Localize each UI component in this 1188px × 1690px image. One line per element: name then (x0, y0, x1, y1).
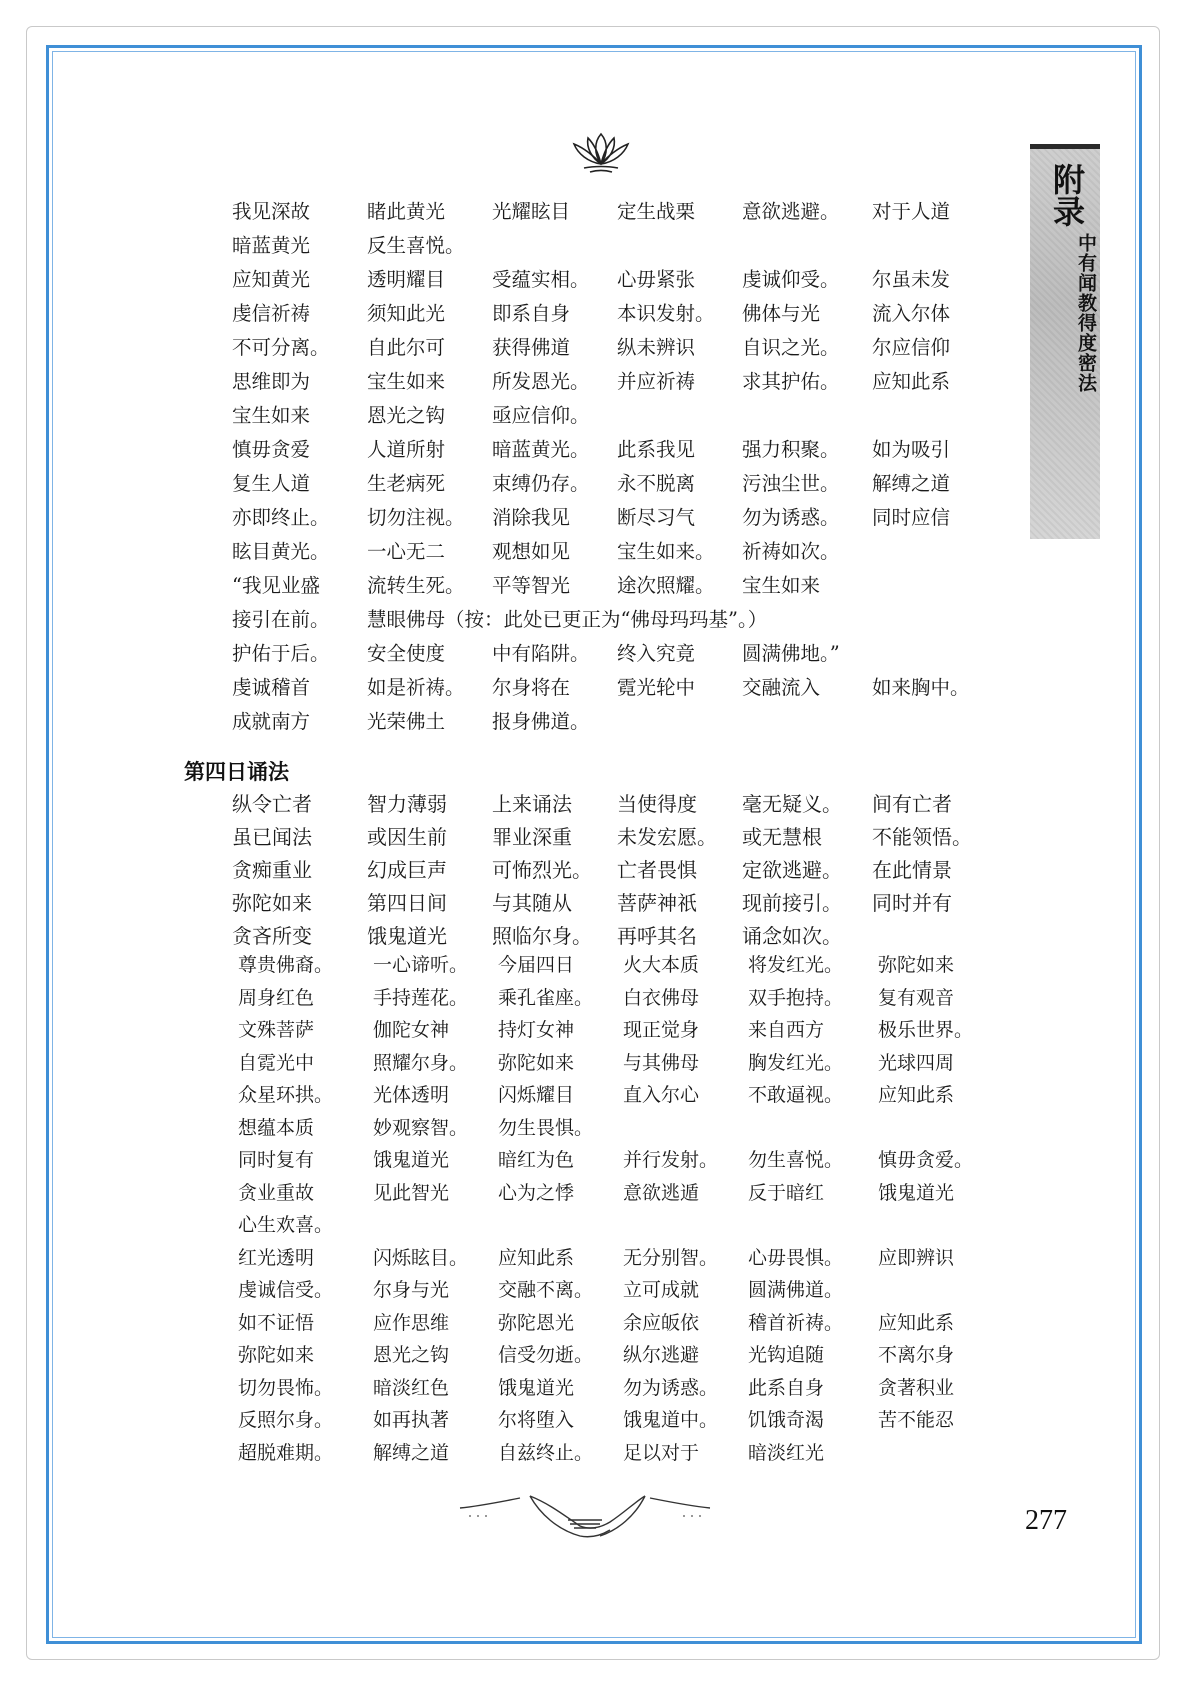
text-phrase: 尔将堕入 (498, 1409, 575, 1431)
text-phrase: 暗蓝黄光。 (492, 438, 590, 461)
text-phrase: 足以对于 (623, 1441, 700, 1464)
text-phrase: 意欲逃遁 (623, 1181, 700, 1204)
text-phrase: 应作思维 (373, 1311, 450, 1334)
text-phrase: 未发宏愿。 (617, 825, 717, 849)
text-phrase: 饿鬼道光 (373, 1149, 450, 1171)
text-phrase: 交融不离。 (498, 1279, 594, 1301)
text-phrase: 虔诚稽首 (232, 676, 311, 699)
text-phrase: 自此尔可 (367, 336, 446, 359)
text-phrase: 圆满佛地。” (742, 642, 840, 665)
text-phrase: 所发恩光。 (492, 370, 590, 393)
text-phrase: 流转生死。 (367, 574, 465, 597)
text-phrase: 虔诚仰受。 (742, 268, 840, 291)
text-phrase: 或无慧根 (742, 825, 822, 849)
text-phrase: 心毋紧张 (617, 268, 696, 291)
text-phrase: 受蕴实相。 (492, 268, 590, 291)
text-phrase: 佛体与光 (742, 302, 821, 325)
text-phrase: 暗红为色 (498, 1149, 575, 1171)
text-phrase: 饿鬼道光 (878, 1181, 955, 1204)
text-phrase: 立可成就 (623, 1279, 700, 1301)
chapter-title: 中有闻教得度密法 (1075, 233, 1097, 393)
text-phrase: 照耀尔身。 (373, 1051, 469, 1074)
text-phrase: 自霓光中 (238, 1051, 315, 1074)
text-phrase: 途次照耀。 (617, 574, 715, 597)
text-phrase: 弥陀如来 (232, 891, 312, 915)
text-phrase: 如来胸中。 (872, 676, 970, 699)
text-phrase: 应知此系 (878, 1311, 955, 1334)
text-phrase: 不可分离。 (232, 336, 330, 359)
chapter-side-tab (1030, 144, 1100, 539)
text-phrase: 极乐世界。 (878, 1019, 974, 1041)
text-phrase: 恩光之钩 (373, 1344, 450, 1366)
text-phrase: 不敢逼视。 (748, 1084, 844, 1106)
text-phrase: 可怖烈光。 (492, 858, 592, 882)
text-phrase: 交融流入 (742, 676, 821, 699)
text-phrase: 将发红光。 (748, 954, 844, 976)
text-phrase: 消除我见 (492, 506, 571, 529)
text-phrase: 饿鬼道中。 (623, 1409, 719, 1431)
text-phrase: 应知此系 (878, 1084, 955, 1106)
text-phrase: 伽陀女神 (373, 1019, 450, 1041)
text-phrase: 罪业深重 (492, 825, 572, 849)
text-phrase: 信受勿逝。 (498, 1344, 594, 1366)
text-phrase: 尔虽未发 (872, 268, 951, 291)
text-phrase: 勿生畏惧。 (498, 1116, 594, 1139)
text-phrase: 宝生如来 (232, 404, 311, 427)
text-phrase: 余应皈依 (623, 1311, 700, 1334)
text-phrase: 与其佛母 (623, 1051, 700, 1074)
text-phrase: 暗蓝黄光 (232, 234, 311, 257)
text-phrase: 流入尔体 (872, 302, 951, 325)
text-phrase: 闪烁眩目。 (373, 1246, 469, 1269)
text-phrase: 虔诚信受。 (238, 1279, 334, 1301)
text-phrase: 定生战栗 (617, 200, 696, 223)
text-phrase: 应知此系 (498, 1246, 575, 1269)
text-phrase: 如为吸引 (872, 438, 951, 461)
text-phrase: 诵念如次。 (742, 924, 842, 948)
text-phrase: 一心谛听。 (373, 954, 469, 976)
text-phrase: 周身红色 (238, 986, 315, 1009)
text-phrase: 上来诵法 (492, 792, 572, 816)
joined-hands-icon (440, 1486, 730, 1544)
text-phrase: 弥陀如来 (238, 1344, 315, 1366)
text-phrase: 与其随从 (492, 891, 572, 915)
text-phrase: 反生喜悦。 (367, 234, 465, 257)
text-phrase: 如再执著 (373, 1409, 450, 1431)
text-phrase: 心生欢喜。 (238, 1214, 334, 1236)
text-phrase: 贪痴重业 (232, 858, 312, 882)
text-phrase: 众星环拱。 (238, 1084, 334, 1106)
text-phrase: 饿鬼道光 (367, 924, 447, 948)
text-phrase: 现正觉身 (623, 1019, 700, 1041)
text-phrase: 幻成巨声 (367, 858, 447, 882)
text-phrase: 乘孔雀座。 (498, 986, 594, 1009)
text-phrase: 即系自身 (492, 302, 571, 325)
text-phrase: 切勿畏怖。 (238, 1376, 334, 1399)
text-phrase: 直入尔心 (623, 1084, 700, 1106)
text-phrase: 束缚仍存。 (492, 472, 590, 495)
text-phrase: 暗淡红色 (373, 1376, 450, 1399)
text-phrase: 亡者畏惧 (617, 858, 697, 882)
text-phrase: 霓光轮中 (617, 676, 696, 699)
text-phrase: 尔应信仰 (872, 336, 951, 359)
appendix-label: 附录 (1048, 163, 1086, 227)
text-phrase: 第四日间 (367, 891, 447, 915)
text-phrase: 祈祷如次。 (742, 540, 840, 563)
text-phrase: 永不脱离 (617, 472, 696, 495)
text-phrase: 当使得度 (617, 792, 697, 816)
text-phrase: 智力薄弱 (367, 792, 447, 816)
text-phrase: 贪业重故 (238, 1181, 315, 1204)
text-phrase: 饿鬼道光 (498, 1376, 575, 1399)
text-phrase: 终入究竟 (617, 642, 696, 665)
text-phrase: 我见深故 (232, 200, 311, 223)
text-phrase: 在此情景 (872, 858, 952, 882)
page-inner-border (52, 51, 1136, 1638)
text-phrase: 观想如见 (492, 540, 571, 563)
text-phrase: 来自西方 (748, 1019, 825, 1041)
text-phrase: 复生人道 (232, 472, 311, 495)
text-phrase: 自兹终止。 (498, 1441, 594, 1464)
text-phrase: 尊贵佛裔。 (238, 954, 334, 976)
text-phrase: 照临尔身。 (492, 924, 592, 948)
text-phrase: 红光透明 (238, 1246, 315, 1269)
text-phrase: 此系自身 (748, 1376, 825, 1399)
text-phrase: 稽首祈祷。 (748, 1311, 844, 1334)
text-phrase: 心为之悸 (498, 1181, 575, 1204)
text-phrase: 获得佛道 (492, 336, 571, 359)
text-phrase: 此系我见 (617, 438, 696, 461)
text-phrase: 切勿注视。 (367, 506, 465, 529)
text-phrase: 应即辨识 (878, 1246, 955, 1269)
text-phrase: 手持莲花。 (373, 986, 469, 1009)
text-phrase: 弥陀恩光 (498, 1311, 575, 1334)
text-phrase: 火大本质 (623, 954, 700, 976)
text-phrase: 并行发射。 (623, 1149, 719, 1171)
text-phrase: 或因生前 (367, 825, 447, 849)
text-phrase: 不能领悟。 (872, 825, 972, 849)
text-phrase: 同时复有 (238, 1149, 315, 1171)
text-phrase: 应知此系 (872, 370, 951, 393)
text-phrase: 亦即终止。 (232, 506, 330, 529)
text-phrase: 圆满佛道。 (748, 1279, 844, 1301)
text-phrase: 勿为诱惑。 (623, 1376, 719, 1399)
text-phrase: 慎毋贪爱。 (878, 1149, 974, 1171)
text-phrase: 闪烁耀目 (498, 1084, 575, 1106)
text-phrase: 光球四周 (878, 1051, 955, 1074)
lotus-icon (566, 128, 636, 176)
text-phrase: 报身佛道。 (492, 710, 590, 733)
text-phrase: 纵尔逃避 (623, 1344, 700, 1366)
text-phrase: 强力积聚。 (742, 438, 840, 461)
text-phrase: 贪著积业 (878, 1376, 955, 1399)
text-phrase: 同时并有 (872, 891, 952, 915)
text-phrase: 虽已闻法 (232, 825, 312, 849)
page-number: 277 (1025, 1505, 1067, 1536)
text-phrase: 光耀眩目 (492, 200, 571, 223)
text-phrase: 护佑于后。 (232, 642, 330, 665)
text-phrase: 现前接引。 (742, 891, 842, 915)
text-phrase: 应知黄光 (232, 268, 311, 291)
text-phrase: 亟应信仰。 (492, 404, 590, 427)
text-phrase: 解缚之道 (373, 1441, 450, 1464)
text-phrase: 胸发红光。 (748, 1051, 844, 1074)
text-phrase: 无分别智。 (623, 1246, 719, 1269)
text-phrase: 定欲逃避。 (742, 858, 842, 882)
text-phrase: 光荣佛土 (367, 710, 446, 733)
text-phrase: 须知此光 (367, 302, 446, 325)
text-phrase: 再呼其名 (617, 924, 697, 948)
text-phrase: 勿为诱惑。 (742, 506, 840, 529)
text-phrase: 想蕴本质 (238, 1116, 315, 1139)
text-phrase: 解缚之道 (872, 472, 951, 495)
text-phrase: 心毋畏惧。 (748, 1246, 844, 1269)
text-phrase: 如是祈祷。 (367, 676, 465, 699)
text-phrase: 恩光之钩 (367, 404, 446, 427)
text-phrase: 慧眼佛母（按：此处已更正为“佛母玛玛基”。） (367, 608, 768, 631)
text-phrase: 意欲逃避。 (742, 200, 840, 223)
section-heading: 第四日诵法 (184, 760, 289, 784)
text-phrase: 饥饿奇渴 (748, 1409, 825, 1431)
text-phrase: 纵未辨识 (617, 336, 696, 359)
text-phrase: 反照尔身。 (238, 1409, 334, 1431)
text-phrase: 透明耀目 (367, 268, 446, 291)
text-phrase: 暗淡红光 (748, 1441, 825, 1464)
text-phrase: 妙观察智。 (373, 1116, 469, 1139)
text-phrase: 宝生如来 (367, 370, 446, 393)
text-phrase: 思维即为 (232, 370, 311, 393)
text-phrase: 光钩追随 (748, 1344, 825, 1366)
text-phrase: 白衣佛母 (623, 986, 700, 1009)
text-phrase: 贪吝所变 (232, 924, 312, 948)
text-phrase: 并应祈祷 (617, 370, 696, 393)
text-phrase: 同时应信 (872, 506, 951, 529)
text-phrase: 今届四日 (498, 954, 575, 976)
text-phrase: 光体透明 (373, 1084, 450, 1106)
text-phrase: 菩萨神祇 (617, 891, 697, 915)
text-phrase: 接引在前。 (232, 608, 330, 631)
text-phrase: 眩目黄光。 (232, 540, 330, 563)
text-phrase: 自识之光。 (742, 336, 840, 359)
text-phrase: 反于暗红 (748, 1181, 825, 1204)
text-phrase: 本识发射。 (617, 302, 715, 325)
text-phrase: 毫无疑义。 (742, 792, 842, 816)
text-phrase: 不离尔身 (878, 1344, 955, 1366)
text-phrase: 间有亡者 (872, 792, 952, 816)
text-phrase: 宝生如来。 (617, 540, 715, 563)
text-phrase: 持灯女神 (498, 1019, 575, 1041)
text-phrase: 睹此黄光 (367, 200, 446, 223)
text-phrase: 安全使度 (367, 642, 446, 665)
text-phrase: 弥陀如来 (878, 954, 955, 976)
text-phrase: 弥陀如来 (498, 1051, 575, 1074)
text-phrase: 中有陷阱。 (492, 642, 590, 665)
text-phrase: 纵令亡者 (232, 792, 312, 816)
text-phrase: 如不证悟 (238, 1311, 315, 1334)
text-phrase: 对于人道 (872, 200, 951, 223)
text-phrase: 求其护佑。 (742, 370, 840, 393)
text-phrase: 勿生喜悦。 (748, 1149, 844, 1171)
text-phrase: 平等智光 (492, 574, 571, 597)
text-phrase: 慎毋贪爱 (232, 438, 311, 461)
text-phrase: 超脱难期。 (238, 1441, 334, 1464)
text-phrase: 文殊菩萨 (238, 1019, 315, 1041)
text-phrase: “我见业盛 (232, 574, 320, 597)
text-phrase: 生老病死 (367, 472, 446, 495)
text-phrase: 见此智光 (373, 1181, 450, 1204)
text-phrase: 复有观音 (878, 986, 955, 1009)
text-phrase: 苦不能忍 (878, 1409, 955, 1431)
text-phrase: 人道所射 (367, 438, 446, 461)
text-phrase: 宝生如来 (742, 574, 821, 597)
text-phrase: 双手抱持。 (748, 986, 844, 1009)
text-phrase: 尔身与光 (373, 1279, 450, 1301)
text-phrase: 成就南方 (232, 710, 311, 733)
text-phrase: 虔信祈祷 (232, 302, 311, 325)
text-phrase: 一心无二 (367, 540, 446, 563)
text-phrase: 污浊尘世。 (742, 472, 840, 495)
text-phrase: 断尽习气 (617, 506, 696, 529)
text-phrase: 尔身将在 (492, 676, 571, 699)
